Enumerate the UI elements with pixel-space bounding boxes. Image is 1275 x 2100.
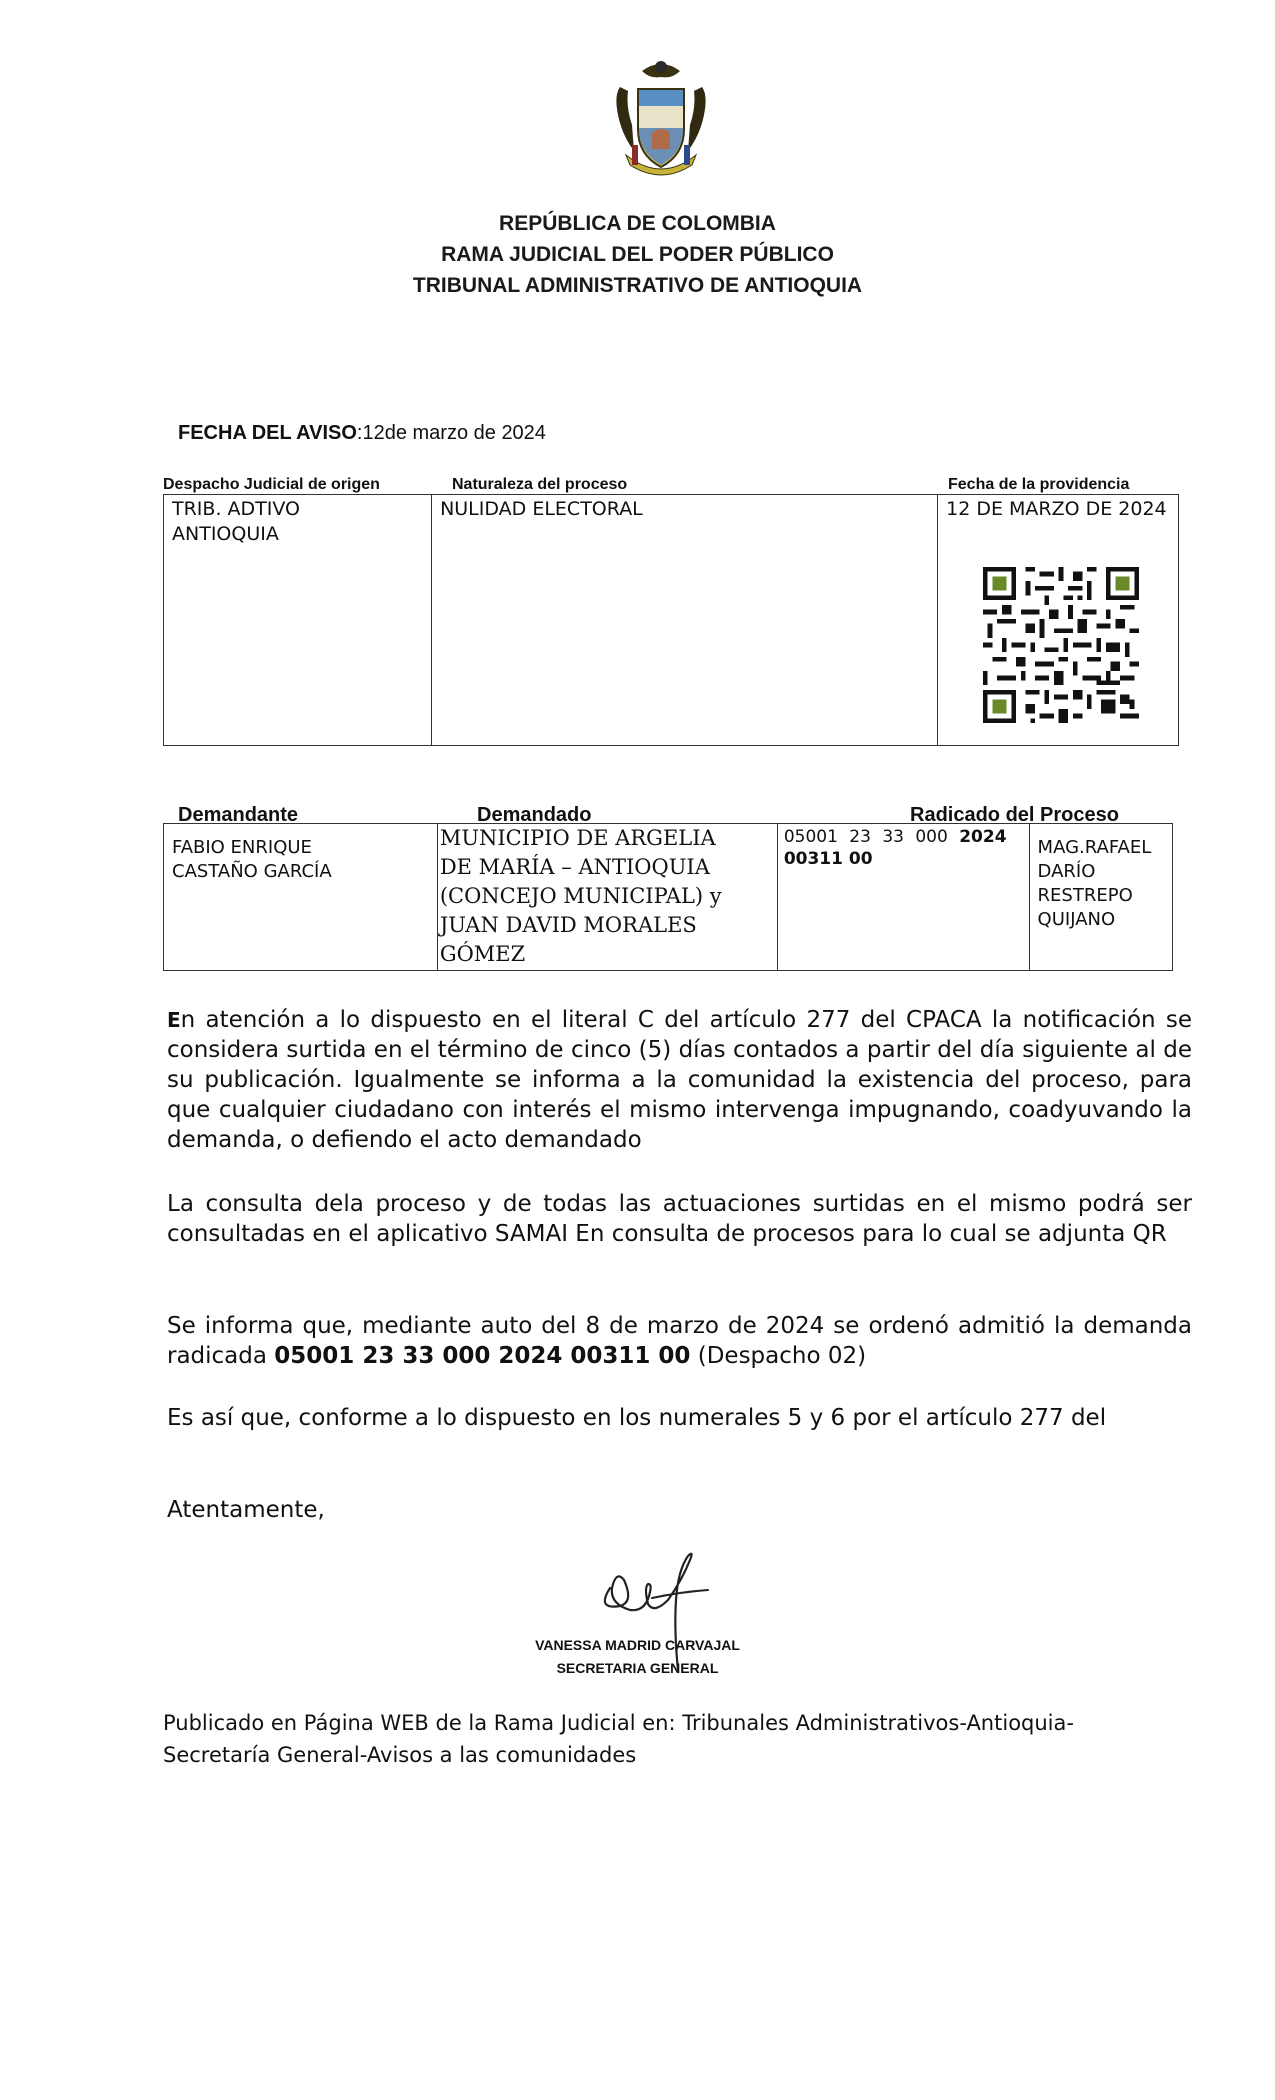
qr-code-icon[interactable] xyxy=(983,567,1139,723)
fecha-aviso xyxy=(178,422,546,445)
demandado-cell xyxy=(437,824,777,971)
magistrado-cell xyxy=(1029,824,1172,971)
publication-footer xyxy=(163,1707,1203,1771)
despacho-cell xyxy=(164,495,432,746)
header-naturaleza: Naturaleza del proceso xyxy=(452,476,628,493)
demandado-line: MUNICIPIO DE ARGELIA xyxy=(439,826,716,850)
despacho-line: ANTIOQUIA xyxy=(172,523,279,545)
header-tribunal: TRIBUNAL ADMINISTRATIVO DE ANTIOQUIA xyxy=(412,274,863,297)
header-radicado: Radicado del Proceso xyxy=(910,804,1119,826)
demandado-line: DE MARÍA – ANTIOQUIA xyxy=(439,855,710,879)
demandante-cell xyxy=(164,824,438,971)
header-demandado: Demandado xyxy=(477,804,592,826)
fecha-aviso-value: :12de marzo de 2024 xyxy=(356,422,546,444)
paragraph-text: (Despacho 02) xyxy=(690,1343,867,1369)
signer-title: SECRETARIA GENERAL xyxy=(556,1660,719,1676)
despacho-line: TRIB. ADTIVO xyxy=(172,498,300,520)
fecha-cell xyxy=(938,495,1179,746)
header-rama-judicial: RAMA JUDICIAL DEL PODER PÚBLICO xyxy=(441,243,834,266)
radicado-year: 2024 xyxy=(959,827,1007,847)
naturaleza-cell: NULIDAD ELECTORAL xyxy=(432,495,938,746)
closing-text: Atentamente, xyxy=(167,1497,325,1523)
fecha-providencia-value: 12 DE MARZO DE 2024 xyxy=(946,498,1167,520)
demandado-line: GÓMEZ xyxy=(439,942,526,966)
demandante-line: CASTAÑO GARCÍA xyxy=(172,861,332,882)
paragraph-text: n atención a lo dispuesto en el literal C del artículo 277 del CPACA la notificación se considera surtida en el término de cinco (5) días contados a partir del día siguiente al de su publicación. Igualmente se informa a la comunidad la existencia del proceso, para que cualquier ciudadano con interés el mismo intervenga impugnando, coadyuvando la demanda, o defiendo el acto demandado xyxy=(167,1007,1192,1153)
paragraph-notificacion xyxy=(167,1005,1192,1155)
paragraph-auto xyxy=(167,1311,1192,1371)
footer-line: Publicado en Página WEB de la Rama Judicial en: Tribunales Administrativos-Antioquia- xyxy=(163,1711,1074,1735)
signer-name: VANESSA MADRID CARVAJAL xyxy=(535,1637,740,1653)
radicado-number: 05001 23 33 000 2024 00311 00 xyxy=(274,1343,691,1369)
radicado-suffix: 00311 00 xyxy=(783,849,873,869)
magistrado-line: MAG.RAFAEL xyxy=(1037,837,1152,858)
paragraph-text: Se informa que, mediante auto del 8 de marzo de 2024 se ordenó admitió la demanda radicada xyxy=(167,1313,1192,1369)
magistrado-line: QUIJANO xyxy=(1037,909,1116,930)
radicado-plain: 05001 23 33 000 xyxy=(783,827,960,847)
radicado-cell xyxy=(777,824,1029,971)
parties-table xyxy=(163,823,1173,971)
demandante-line: FABIO ENRIQUE xyxy=(172,837,312,858)
process-info-table xyxy=(163,494,1179,746)
magistrado-line: RESTREPO xyxy=(1037,885,1133,906)
demandado-line: (CONCEJO MUNICIPAL) y xyxy=(439,884,722,908)
header-despacho: Despacho Judicial de origen xyxy=(163,476,380,493)
paragraph-initial: E xyxy=(167,1008,181,1032)
header-demandante: Demandante xyxy=(178,804,299,826)
header-republic: REPÚBLICA DE COLOMBIA xyxy=(499,212,776,235)
demandado-line: JUAN DAVID MORALES xyxy=(439,913,697,937)
footer-line: Secretaría General-Avisos a las comunidades xyxy=(163,1743,637,1767)
fecha-aviso-label: FECHA DEL AVISO xyxy=(178,422,357,444)
magistrado-line: DARÍO xyxy=(1037,861,1096,882)
paragraph-numerales: Es así que, conforme a lo dispuesto en los numerales 5 y 6 por el artículo 277 del xyxy=(167,1405,1107,1431)
paragraph-consulta: La consulta dela proceso y de todas las actuaciones surtidas en el mismo podrá ser consultadas en el aplicativo SAMAI En consulta de procesos para lo cual se adjunta QR xyxy=(167,1191,1192,1247)
colombia-coat-of-arms-icon xyxy=(612,55,710,183)
header-fecha-providencia: Fecha de la providencia xyxy=(948,476,1130,493)
